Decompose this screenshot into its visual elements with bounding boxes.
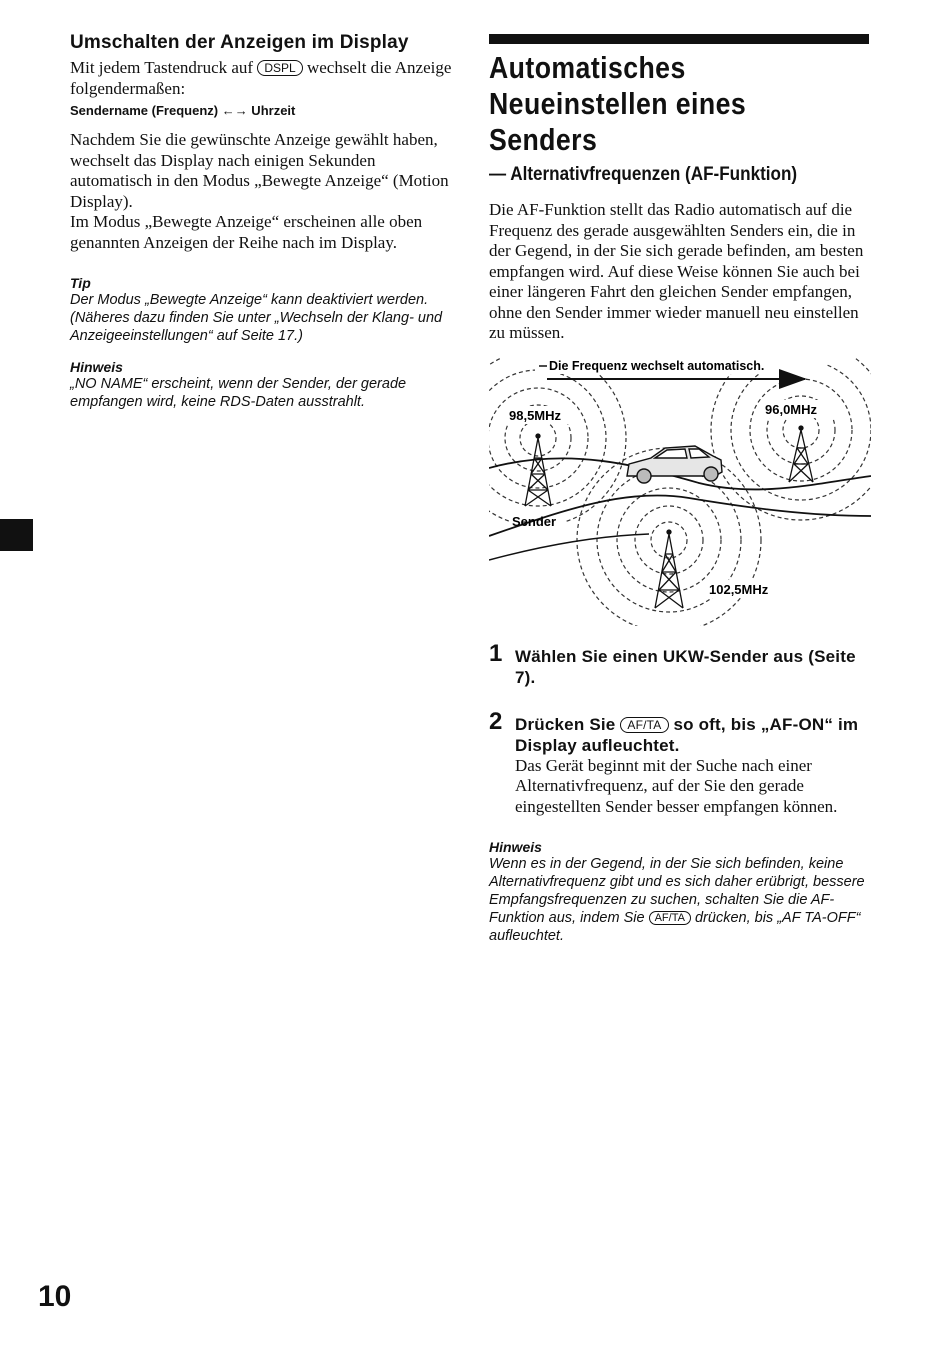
tip-title: Tip [70,275,91,291]
wave-bottom-ring [635,506,703,574]
step-2-text: Das Gerät beginnt mit der Suche nach einer Alternativfrequenz, auf der Sie den gerade eingestellten Sender besser empfangen können. [515,755,838,816]
wave-bottom-ring [617,488,721,592]
display-sequence: Sendername (Frequenz) ←→ Uhrzeit [70,103,296,118]
dspl-key: DSPL [257,60,302,76]
step-2-number: 2 [489,707,503,735]
tip-block [70,275,455,345]
transmitter-tower-right [789,426,813,482]
frequency-label-right: 96,0MHz [765,401,818,417]
note-text-right-before: Wenn es in der Gegend, in der Sie sich befinden, keine Alternativfrequenz gibt und es sich daher erübrigt, bessere Empfangsfrequenzen zu suchen, schalten Sie die AF-Funktion aus, indem Sie [489,856,865,926]
step-1 [489,639,871,688]
section-tab-marker [0,519,33,551]
frequency-label-bottom: 102,5MHz [709,581,769,597]
main-title-line-1: Automatisches [489,50,686,85]
step-2-title [515,714,871,756]
section-title-display: Umschalten der Anzeigen im Display [70,32,409,53]
main-title-line-3: Senders [489,122,598,157]
frequency-label-left: 98,5MHz [509,407,562,423]
wave-right-ring [711,358,871,520]
step-2-title-before: Drücken Sie [515,714,621,734]
step-2-title-after: so oft, bis „AF-ON“ im Display aufleuchtet. [515,714,859,755]
intro-before-key: Mit jedem Tastendruck auf [70,58,258,77]
af-illustration [489,358,871,626]
note-text-right-after: drücken, bis „AF TA-OFF“ aufleuchtet. [489,910,861,944]
transmitter-label: Sender [512,513,557,529]
step-1-title: Wählen Sie einen UKW-Sender aus (Seite 7). [515,646,856,687]
step-2 [489,707,871,818]
wave-bottom-ring [651,522,687,558]
transmitter-tower-bottom [655,530,683,608]
right-column [489,34,871,945]
intro-after-key: wechselt die Anzeige folgendermaßen: [70,58,452,98]
car-illustration [627,446,722,483]
note-text-left: „NO NAME“ erscheint, wenn der Sender, der gerade empfangen wird, keine RDS-Daten ausstrahlt. [70,376,407,410]
left-column [70,32,455,411]
paragraph-motion-mode: Im Modus „Bewegte Anzeige“ erscheinen alle oben genannten Anzeigen der Reihe nach im Display. [70,212,423,252]
intro-paragraph [70,58,455,99]
af-intro-paragraph: Die AF-Funktion stellt das Radio automatisch auf die Frequenz des gerade ausgewählten Senders ein, die in der Gegend, in der Sie sich gerade befinden, am besten empfangen wird. Auf diese Weise können Sie auch bei einer längeren Fahrt den gleichen Sender empfangen, ohne den Sender immer wieder manuell neu einstellen zu müssen. [489,200,864,342]
note-title-right: Hinweis [489,839,542,855]
figure-caption: Die Frequenz wechselt automatisch. [549,358,765,373]
note-block-right [489,839,871,945]
tip-text: Der Modus „Bewegte Anzeige“ kann deaktiviert werden. (Näheres dazu finden Sie unter „Wechseln der Klang- und Anzeigeeinstellungen“ auf Seite 17.) [70,292,443,344]
afta-key-note: AF/TA [649,911,691,925]
note-block-left [70,359,455,411]
note-text-right [489,855,871,945]
main-subtitle: — Alternativfrequenzen (AF-Funktion) [489,164,798,185]
main-title-line-2: Neueinstellen eines [489,86,747,121]
paragraph-motion-display: Nachdem Sie die gewünschte Anzeige gewählt haben, wechselt das Display nach einigen Sekunden automatisch in den Modus „Bewegte Anzeige“ (Motion Display). [70,130,449,211]
note-title-left: Hinweis [70,359,123,375]
page-number: 10 [38,1280,72,1313]
step-1-number: 1 [489,639,503,667]
afta-key: AF/TA [620,717,668,733]
heading-rule [489,34,869,44]
road-edge-bottom [489,534,649,560]
